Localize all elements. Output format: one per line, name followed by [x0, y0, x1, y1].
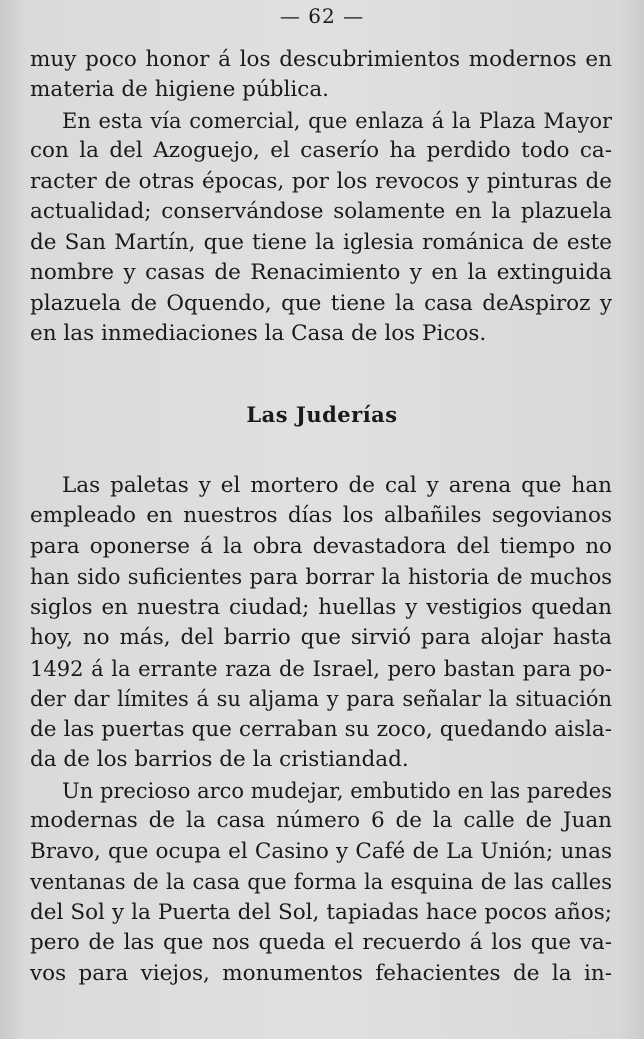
- text-line: der dar límites á su aljama y para señalar la situación: [30, 687, 612, 711]
- text-line: muy poco honor á los descubrimientos modernos en: [30, 47, 612, 72]
- text-line: nombre y casas de Renacimiento y en la extinguida: [30, 260, 612, 285]
- text-line: Bravo, que ocupa el Casino y Café de La Unión; unas: [30, 839, 612, 864]
- text-line: plazuela de Oquendo, que tiene la casa deAspiroz y: [30, 291, 612, 316]
- text-line: del Sol y la Puerta del Sol, tapiadas hace pocos años;: [30, 900, 612, 925]
- text-line: pero de las que nos queda el recuerdo á los que va-: [30, 930, 612, 955]
- text-line: racter de otras épocas, por los revocos y pinturas de: [30, 169, 612, 194]
- text-line: de las puertas que cerraban su zoco, quedando aisla-: [30, 717, 612, 742]
- text-line: de San Martín, que tiene la iglesia románica de este: [30, 230, 612, 255]
- text-line: Las paletas y el mortero de cal y arena que han: [62, 473, 612, 498]
- text-line: han sido suficientes para borrar la historia de muchos: [30, 565, 612, 589]
- text-line: En esta vía comercial, que enlaza á la Plaza Mayor: [62, 109, 612, 133]
- text-line: materia de higiene pública.: [30, 77, 330, 102]
- text-line: vos para viejos, monumentos fehacientes de la in-: [30, 961, 612, 986]
- text-line: en las inmediaciones la Casa de los Picos.: [30, 321, 487, 346]
- text-line: 1492 á la errante raza de Israel, pero bastan para po-: [30, 657, 612, 681]
- page-number: — 62 —: [279, 4, 365, 28]
- text-line: hoy, no más, del barrio que sirvió para alojar hasta: [30, 625, 612, 650]
- text-line: actualidad; conservándose solamente en la plazuela: [30, 199, 612, 224]
- text-line: empleado en nuestros días los albañiles segovianos: [30, 503, 612, 528]
- text-line: para oponerse á la obra devastadora del tiempo no: [30, 534, 612, 559]
- text-line: Un precioso arco mudejar, embutido en las paredes: [62, 779, 612, 803]
- section-title: Las Juderías: [246, 402, 398, 427]
- text-line: ventanas de la casa que forma la esquina de las calles: [30, 870, 612, 894]
- text-line: modernas de la casa número 6 de la calle de Juan: [30, 808, 612, 833]
- text-line: con la del Azoguejo, el caserío ha perdido todo ca-: [30, 138, 612, 163]
- text-line: da de los barrios de la cristiandad.: [30, 747, 409, 772]
- text-line: siglos en nuestra ciudad; huellas y vestigios quedan: [30, 595, 612, 620]
